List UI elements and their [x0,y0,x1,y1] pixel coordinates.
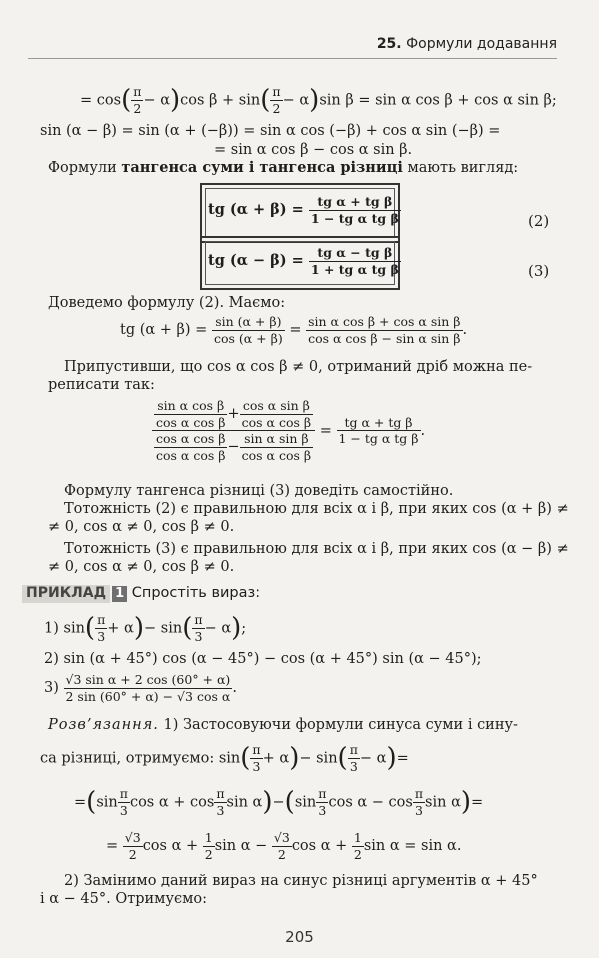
numerator: π [272,84,281,100]
solution-line-2: са різниці, отримуємо: sin( $\frac{\pi}{3}$ + α)− sin( $\frac{\pi}{3}$ − α)= [40,742,409,774]
denominator: 2 [128,846,137,862]
numerator: π [349,742,358,758]
denominator: 3 [252,758,261,774]
numerator: π [133,84,142,100]
numerator: √3 [124,830,141,845]
text: са різниці, отримуємо: [40,750,215,767]
text: tg (α − β) = [208,252,304,270]
text: cos α − cos [328,794,413,811]
header-rule [28,58,557,59]
fraction [203,830,215,862]
numerator: sin α cos β [154,398,227,415]
equation-line-3: = sin α cos β − cos α sin β. [214,142,413,158]
numerator: √3 [273,830,290,845]
fraction [413,786,425,818]
text: sin α = sin α. [363,838,462,855]
text: − α [359,750,387,767]
fraction [123,830,143,862]
fraction [316,786,328,818]
equation-number-2: (2) [528,212,550,230]
fraction [64,672,233,704]
numerator: cos α cos β [156,431,226,447]
text: = [74,794,87,811]
paragraph-identity-2a: Тотожність (2) є правильною для всіх α і β, при яких cos (α + β) ≠ [64,501,569,517]
numerator: π [318,786,327,802]
text: tg (α + β) = [208,201,304,219]
solution-line-4 [106,830,461,862]
text: + α [262,750,290,767]
denominator: 3 [414,802,423,818]
numerator: π [216,786,225,802]
denominator: cos α cos β [156,414,226,430]
page-number: 205 [285,928,314,946]
example-item-3 [44,672,237,704]
fraction [337,415,421,447]
text: . [232,680,237,697]
denominator: cos (α + β) [213,330,283,346]
equation-line-1: = cos( $\frac{\pi}{2}$ − α)cos β + sin( $\frac{\pi}{2}$ − α)sin β = sin α cos β + cos α sin β; [80,84,557,116]
text: мають вигляд: [407,160,519,176]
solution-line-1 [48,716,518,734]
running-header [0,0,599,56]
paragraph-formulas-intro [48,159,518,177]
solution-line-5: 2) Замінимо даний вираз на синус різниці аргументів α + 45° [64,873,538,889]
text: cos α + [142,838,199,855]
denominator: 1 + tg α tg β [310,261,399,277]
denominator: cos α cos β [241,447,312,463]
fraction [95,612,107,644]
big-numerator: $\frac{\text{sin α cos β}}{\text{cos α cos β}}$ + $\frac{\text{cos α sin β}}{\text{cos α cos β}}$ [152,398,315,431]
numerator: π [119,786,128,802]
text: sin α [425,794,461,811]
example-number: 1 [112,586,127,602]
example-item-1: 1) sin( $\frac{\pi}{3}$ + α)− sin( $\frac{\pi}{3}$ − α); [44,612,247,644]
fraction [154,398,227,430]
fraction [309,194,401,226]
fraction [352,830,364,862]
text: sin β = sin α cos β + cos α sin β; [319,92,557,109]
formula-tangent-difference [208,245,401,277]
text: Формули [48,160,117,176]
denominator: 2 [353,846,362,862]
big-denominator: $\frac{\text{cos α cos β}}{\text{cos α cos β}}$ − $\frac{\text{sin α sin β}}{\text{cos α cos β}}$ [156,431,312,463]
fraction [306,314,462,346]
numerator: 1 [353,830,362,845]
numerator: cos α sin β [240,398,313,415]
denominator: 2 [133,100,142,116]
paragraph-tangent-difference: Формулу тангенса різниці (3) доведіть самостійно. [64,483,454,499]
example-task: Спростіть вираз: [131,585,261,601]
numerator: sin (α + β) [212,314,285,331]
denominator: 2 [272,100,281,116]
text: sin [96,794,118,811]
text: 1) [44,620,59,637]
text: = [396,750,409,767]
numerator: tg α + tg β [309,194,401,211]
big-fraction [152,398,315,464]
solution-label: Розв’язання. [48,717,159,733]
fraction [192,612,204,644]
solution-line-3: =(sin $\frac{\pi}{3}$ cos α + cos $\frac{\pi}{3}$ sin α)−(sin $\frac{\pi}{3}$ cos α − cos $\frac{\pi}{3}$ sin α)= [74,786,484,818]
section-number: 25. [376,36,402,52]
numerator: π [414,786,424,802]
denominator: 3 [194,628,203,644]
fraction [240,431,313,463]
fraction [272,830,292,862]
numerator: π [194,612,203,628]
numerator: π [252,742,261,758]
text: cos α + cos [129,794,215,811]
complex-fraction: $\frac{\text{sin α cos β}}{\text{cos α cos β}}$ + $\frac{\text{cos α sin β}}{\text{cos α cos β}}$ $\frac{\text{cos α cos β}}{\text{cos α cos β}}$ − $\frac{\text{sin α sin β}}{\text{cos α cos β}}$ = $\frac{\text{tg α + tg β}}{\text{1 − tg α tg β}}$ . [152,398,425,464]
fraction [348,742,360,774]
text: + α [107,620,134,637]
paragraph-identity-2b: ≠ 0, cos α ≠ 0, cos β ≠ 0. [48,519,235,535]
text: = cos [80,92,122,109]
equation-line-2: sin (α − β) = sin (α + (−β)) = sin α cos (−β) + cos α sin (−β) = [40,123,501,139]
formula-tangent-sum [208,194,401,226]
text: = [106,838,119,855]
numerator: sin α sin β [240,431,313,448]
paragraph-identity-3b: ≠ 0, cos α ≠ 0, cos β ≠ 0. [48,559,235,575]
denominator: 3 [97,628,106,644]
denominator: 2 [204,846,213,862]
text: cos β + sin [180,92,261,109]
fraction [131,84,143,116]
denominator: 2 sin (60° + α) − √3 cos α [65,688,231,704]
text: = [471,794,484,811]
fraction [118,786,130,818]
text: sin α − [214,838,268,855]
fraction [270,84,282,116]
denominator: 3 [216,802,225,818]
fraction [212,314,285,346]
numerator: √3 sin α + 2 cos (60° + α) [65,672,231,687]
proof-intro: Доведемо формулу (2). Маємо: [48,295,286,311]
denominator: cos α cos β − sin α sin β [308,330,461,346]
section-title [377,36,557,52]
text: cos α + [291,838,348,855]
solution-line-6: і α − 45°. Отримуємо: [40,891,208,907]
paragraph-assume-2: реписати так: [48,377,155,393]
text: sin [218,750,241,767]
fraction [214,786,226,818]
fraction [240,398,313,430]
text: 3) [44,680,59,697]
text: sin α [226,794,263,811]
paragraph-identity-3a: Тотожність (3) є правильною для всіх α і β, при яких cos (α − β) ≠ [64,541,569,557]
denominator: 3 [119,802,128,818]
proof-equation: tg (α + β) = $\frac{\sin (\alpha + \beta)}{\cos (\alpha + \beta)}$ = $\frac{\text{sin α cos β + cos α sin β}}{\text{cos α cos β − sin α sin β}}$ . [120,314,468,346]
text: sin [294,794,317,811]
example-tag: ПРИКЛАД [22,585,110,603]
denominator: 1 − tg α tg β [310,210,399,226]
denominator: cos α cos β [156,447,226,463]
equation-number-3: (3) [528,262,550,280]
text: − [272,794,285,811]
text: − α [143,92,170,109]
denominator: cos α cos β [241,414,312,430]
text: − α [204,620,232,637]
fraction [309,245,401,277]
section-name: Формули додавання [406,36,557,52]
text: tg (α + β) = [120,322,208,339]
text: sin [63,620,85,637]
fraction [154,431,227,463]
denominator: 3 [318,802,327,818]
denominator: 2 [277,846,286,862]
text: − sin [299,750,338,767]
example-item-2: 2) sin (α + 45°) cos (α − 45°) − cos (α + 45°) sin (α − 45°); [44,651,482,667]
text: − α [282,92,310,109]
text: ; [241,620,247,637]
fraction [250,742,262,774]
denominator: 1 − tg α tg β [338,431,419,447]
bold-text: тангенса суми і тангенса різниці [121,159,403,176]
text: − sin [144,620,183,637]
numerator: sin α cos β + cos α sin β [308,314,461,329]
numerator: 1 [204,830,213,845]
numerator: tg α + tg β [337,415,421,432]
paragraph-assume-1: Припустивши, що cos α cos β ≠ 0, отриманий дріб можна пе- [64,359,533,375]
numerator: tg α − tg β [309,245,401,262]
text: 1) Застосовуючи формули синуса суми і сину- [163,717,518,733]
example-heading [22,584,260,603]
numerator: π [97,612,106,628]
denominator: 3 [349,758,358,774]
